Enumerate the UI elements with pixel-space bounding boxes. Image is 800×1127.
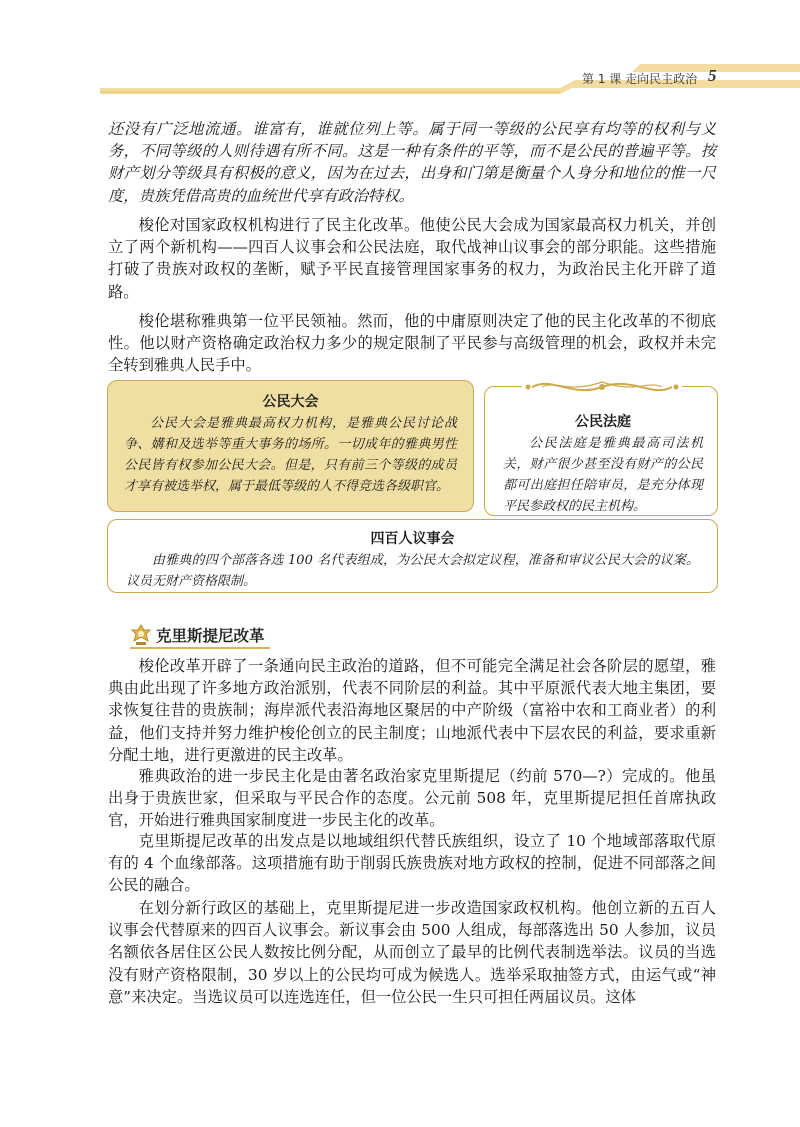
council-box	[107, 519, 718, 593]
body-paragraph-2: 雅典政治的进一步民主化是由著名政治家克里斯提尼（约前 570—?）完成的。他虽出身于贵族世家，但采取与平民合作的态度。公元前 508 年，克里斯提尼担任首席执政官，开始进行雅典国家制度进一步民主化的改革。	[108, 767, 716, 830]
section-heading	[130, 623, 265, 647]
court-title: 公民法庭	[575, 414, 631, 430]
page-number: 5	[708, 66, 717, 85]
body-paragraph-1: 梭伦改革开辟了一条通向民主政治的道路，但不可能完全满足社会各阶层的愿望，雅典由此出现了许多地方政治派别，代表不同阶层的利益。其中平原派代表大地主集团，要求恢复往昔的贵族制；海岸派代表沿海地区聚居的中产阶级（富裕中农和工商业者）的利益，他们支持并努力维护梭伦创立的民主制度；山地派代表中下层农民的利益，要求重新分配土地，进行更激进的民主改革。	[108, 657, 716, 764]
body-paragraph-4: 在划分新行政区的基础上，克里斯提尼进一步改造国家政权机构。他创立新的五百人议事会代替原来的四百人议事会。新议事会由 500 人组成，每部落选出 50 人参加，议员名额依各居住区公民人数按比例分配，从而创立了最早的比例代表制选举法。议员的当选没有财产资格限制，30 岁以上的公民均可成为候选人。选举采取抽签方式，由运气或“神意”来决定。当选议员可以连选连任，但一位公民一生只可担任两届议员。这体	[108, 899, 716, 1006]
assembly-title: 公民大会	[262, 394, 319, 410]
intro-paragraph: 还没有广泛地流通。谁富有，谁就位列上等。属于同一等级的公民享有均等的权利与义务，不同等级的人则待遇有所不同。这是一种有条件的平等，而不是公民的普遍平等。按财产划分等级具有积极的意义，因为在过去，出身和门第是衡量个人身分和地位的惟一尺度，贵族凭借高贵的血统世代享有政治特权。	[108, 120, 716, 205]
lesson-title: 第 1 课 走向民主政治	[582, 72, 698, 86]
reform-paragraph: 梭伦对国家政权机构进行了民主化改革。他使公民大会成为国家最高权力机关，并创立了两个新机构——四百人议事会和公民法庭，取代战神山议事会的部分职能。这些措施打破了贵族对政权的垄断，赋予平民直接管理国家事务的权力，为政治民主化开辟了道路。	[108, 216, 716, 301]
council-text: 由雅典的四个部落各选 100 名代表组成，为公民大会拟定议程，准备和审议公民大会的议案。议员无财产资格限制。	[126, 553, 699, 589]
body-paragraph-3: 克里斯提尼改革的出发点是以地域组织代替氏族组织，设立了 10 个地域部落取代原有的 4 个血缘部落。这项措施有助于削弱氏族贵族对地方政权的控制，促进不同部落之间公民的融合。	[108, 832, 716, 895]
court-box	[484, 386, 718, 516]
section-underline	[130, 647, 270, 649]
assembly-text: 公民大会是雅典最高权力机构，是雅典公民讨论战争、媾和及选举等重大事务的场所。一切成年的雅典男性公民皆有权参加公民大会。但是，只有前三个等级的成员才享有被选举权，属于最低等级的人不得竞选各级职官。	[124, 416, 457, 494]
ornament-icon	[522, 376, 682, 398]
council-title: 四百人议事会	[370, 531, 455, 547]
leader-paragraph: 梭伦堪称雅典第一位平民领袖。然而，他的中庸原则决定了他的民主化改革的不彻底性。他以财产资格确定政治权力多少的规定限制了平民参与高级管理的机会，政权并未完全转到雅典人民手中。	[108, 312, 716, 375]
court-text: 公民法庭是雅典最高司法机关，财产很少甚至没有财产的公民都可出庭担任陪审员，是充分体现平民参政权的民主机构。	[503, 436, 703, 514]
ornament-icon	[130, 624, 152, 646]
section-title: 克里斯提尼改革	[156, 627, 265, 645]
assembly-box	[107, 380, 474, 512]
